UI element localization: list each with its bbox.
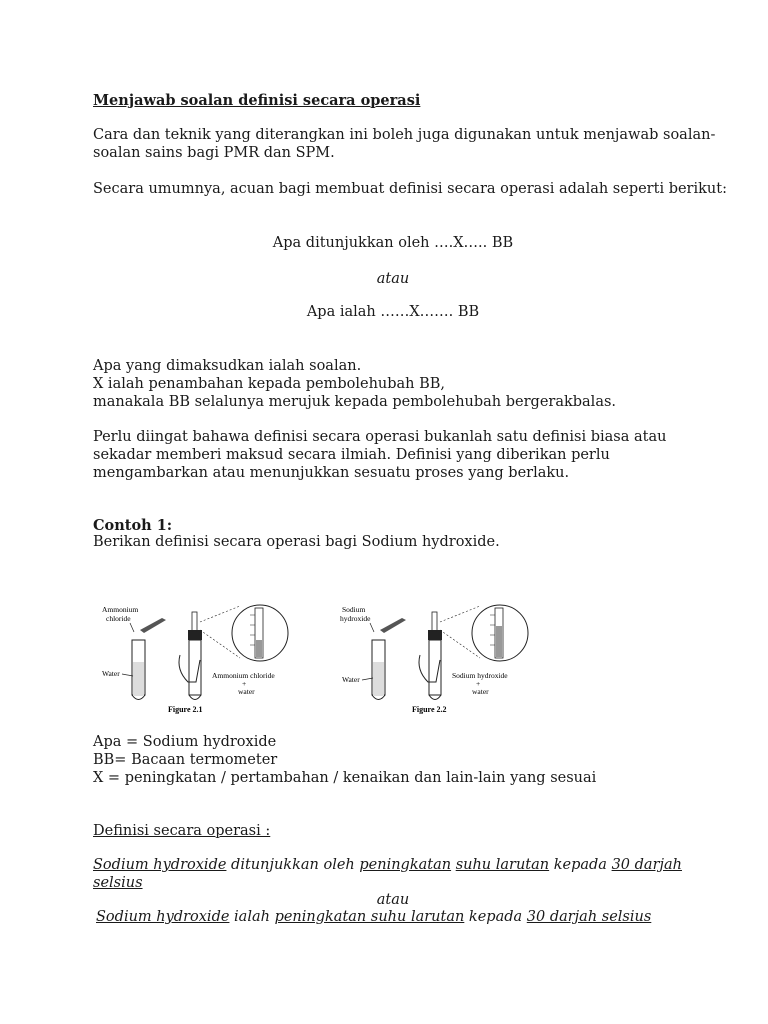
answer-apa: Apa = Sodium hydroxide: [93, 734, 277, 750]
fig1-label-top2: chloride: [106, 614, 131, 623]
template-or: atau: [376, 271, 410, 287]
fig2-label-mix: Sodium hydroxide: [452, 671, 508, 680]
def-term: 30 darjah: [611, 857, 682, 873]
page-title: Menjawab soalan definisi secara operasi: [93, 92, 421, 109]
definition-or: atau: [376, 892, 410, 908]
definition-heading: Definisi secara operasi :: [93, 823, 271, 839]
fig1-label-mix: Ammonium chloride: [212, 671, 275, 680]
thermometer-icon: [192, 612, 197, 632]
template-form-2: Apa ialah ……X……. BB: [306, 304, 480, 320]
fig2-label-mix2: +: [476, 679, 481, 688]
answer-bb: BB= Bacaan termometer: [93, 752, 278, 768]
example-question: Berikan definisi secara operasi bagi Sodium hydroxide.: [93, 534, 500, 550]
explanation-line: manakala BB selalunya merujuk kepada pembolehubah bergerakbalas.: [93, 394, 617, 410]
note-line: sekadar memberi maksud secara ilmiah. Definisi yang diberikan perlu: [93, 447, 610, 463]
fig1-label-top: Ammonium: [102, 605, 139, 614]
fig1-caption: Figure 2.1: [168, 705, 203, 714]
def-term: suhu larutan: [455, 857, 550, 873]
fig2-label-mix3: water: [472, 687, 489, 696]
thermometer-icon: [432, 612, 437, 632]
figure-svg: [100, 600, 580, 720]
fig1-label-mix2: +: [242, 679, 247, 688]
fig2-caption: Figure 2.2: [412, 705, 447, 714]
fig2-label-top: Sodium: [342, 605, 366, 614]
explanation-line: Apa yang dimaksudkan ialah soalan.: [93, 358, 362, 374]
def-term: 30 darjah selsius: [526, 909, 652, 925]
note-line: Perlu diingat bahawa definisi secara operasi bukanlah satu definisi biasa atau: [93, 429, 667, 445]
def-text: ditunjukkan oleh: [226, 857, 360, 873]
def-term: peningkatan: [359, 857, 452, 873]
explanation-paragraph: [93, 357, 616, 411]
fig1-label-water: Water: [102, 669, 120, 678]
definition-sentence-1-cont: selsius: [93, 875, 143, 891]
answer-block: [93, 733, 596, 787]
note-line: mengambarkan atau menunjukkan sesuatu proses yang berlaku.: [93, 465, 570, 481]
spatula-icon: [140, 618, 166, 633]
explanation-line: X ialah penambahan kepada pembolehubah BB,: [93, 376, 446, 392]
def-term: Sodium hydroxide: [96, 909, 230, 925]
stopper-icon: [188, 630, 202, 640]
general-statement: Secara umumnya, acuan bagi membuat definisi secara operasi adalah seperti berikut:: [93, 181, 727, 197]
fig1-label-mix3: water: [238, 687, 255, 696]
answer-x: X = peningkatan / pertambahan / kenaikan dan lain-lain yang sesuai: [93, 770, 597, 786]
note-paragraph: [93, 428, 666, 482]
fig2-label-top2: hydroxide: [340, 614, 371, 623]
def-text: kepada: [464, 909, 527, 925]
definition-sentence-1: [93, 856, 682, 874]
intro-line: Cara dan teknik yang diterangkan ini boleh juga digunakan untuk menjawab soalan-: [93, 127, 716, 143]
example-heading: Contoh 1:: [93, 517, 173, 534]
spatula-icon: [380, 618, 406, 633]
intro-paragraph: [93, 126, 715, 162]
intro-line: soalan sains bagi PMR dan SPM.: [93, 145, 335, 161]
figure-2-1: [102, 605, 288, 714]
def-text: ialah: [229, 909, 275, 925]
definition-sentence-2: [96, 908, 651, 926]
def-text: kepada: [549, 857, 612, 873]
fig2-label-water: Water: [342, 675, 360, 684]
experiment-figure: [100, 600, 580, 720]
figure-2-2: [340, 605, 528, 714]
template-form-1: Apa ditunjukkan oleh ….X….. BB: [272, 235, 514, 251]
def-term: peningkatan suhu larutan: [274, 909, 465, 925]
stopper-icon: [428, 630, 442, 640]
def-term: Sodium hydroxide: [93, 857, 227, 873]
